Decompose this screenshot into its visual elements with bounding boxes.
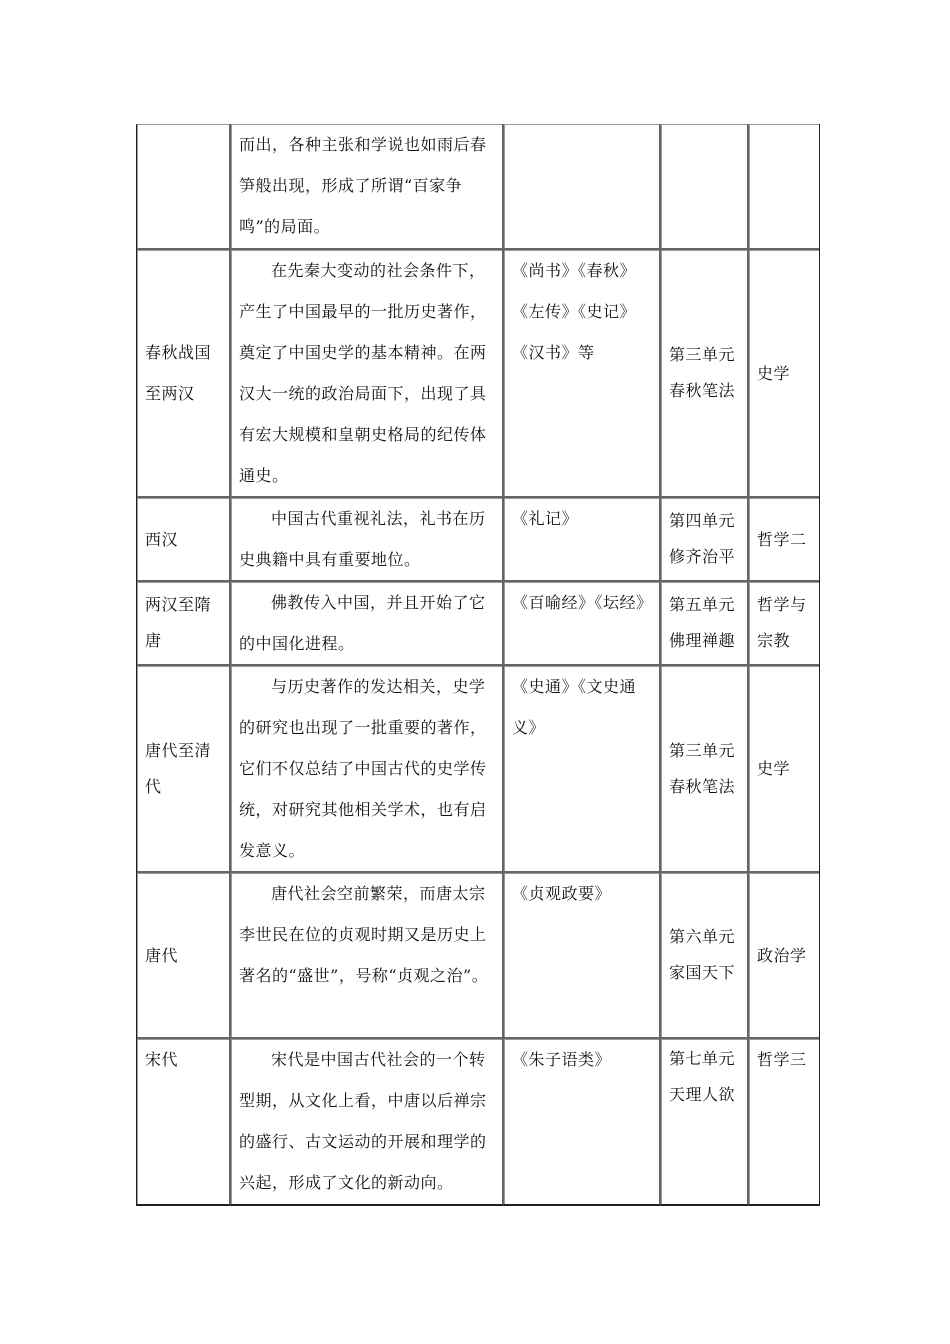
table-row bbox=[137, 124, 819, 250]
discipline-cell: 哲学三 bbox=[749, 1039, 819, 1205]
books-cell: 《朱子语类》 bbox=[504, 1039, 661, 1205]
table-row bbox=[137, 666, 819, 873]
period-cell: 唐代 bbox=[137, 873, 231, 1039]
period-cell: 西汉 bbox=[137, 498, 231, 582]
table-row bbox=[137, 582, 819, 666]
period-cell: 春秋战国至两汉 bbox=[137, 250, 231, 498]
table-row bbox=[137, 250, 819, 498]
culture-table bbox=[136, 124, 820, 1206]
books-cell bbox=[504, 124, 661, 250]
description-cell: 与历史著作的发达相关，史学的研究也出现了一批重要的著作，它们不仅总结了中国古代的史学传统，对研究其他相关学术，也有启发意义。 bbox=[231, 666, 504, 873]
books-cell: 《百喻经》《坛经》 bbox=[504, 582, 661, 666]
books-cell: 《尚书》《春秋》《左传》《史记》《汉书》等 bbox=[504, 250, 661, 498]
description-cell: 中国古代重视礼法，礼书在历史典籍中具有重要地位。 bbox=[231, 498, 504, 582]
discipline-cell: 政治学 bbox=[749, 873, 819, 1039]
description-cell: 在先秦大变动的社会条件下，产生了中国最早的一批历史著作，奠定了中国史学的基本精神。在两汉大一统的政治局面下，出现了具有宏大规模和皇朝史格局的纪传体通史。 bbox=[231, 250, 504, 498]
books-cell: 《礼记》 bbox=[504, 498, 661, 582]
period-cell: 宋代 bbox=[137, 1039, 231, 1205]
books-cell: 《史通》《文史通义》 bbox=[504, 666, 661, 873]
unit-cell: 第六单元 家国天下 bbox=[661, 873, 749, 1039]
unit-cell: 第四单元 修齐治平 bbox=[661, 498, 749, 582]
discipline-cell: 哲学二 bbox=[749, 498, 819, 582]
discipline-cell bbox=[749, 124, 819, 250]
period-cell: 唐代至清代 bbox=[137, 666, 231, 873]
description-cell: 而出，各种主张和学说也如雨后春笋般出现，形成了所谓“百家争鸣”的局面。 bbox=[231, 124, 504, 250]
description-cell: 唐代社会空前繁荣，而唐太宗李世民在位的贞观时期又是历史上著名的“盛世”，号称“贞观之治”。 bbox=[231, 873, 504, 1039]
table-row bbox=[137, 498, 819, 582]
unit-cell: 第五单元 佛理禅趣 bbox=[661, 582, 749, 666]
description-cell: 宋代是中国古代社会的一个转型期，从文化上看，中唐以后禅宗的盛行、古文运动的开展和理学的兴起，形成了文化的新动向。 bbox=[231, 1039, 504, 1205]
discipline-cell: 史学 bbox=[749, 666, 819, 873]
table-row bbox=[137, 873, 819, 1039]
discipline-cell: 哲学与宗教 bbox=[749, 582, 819, 666]
unit-cell bbox=[661, 124, 749, 250]
unit-cell: 第三单元 春秋笔法 bbox=[661, 250, 749, 498]
books-cell: 《贞观政要》 bbox=[504, 873, 661, 1039]
table-row bbox=[137, 1039, 819, 1205]
discipline-cell: 史学 bbox=[749, 250, 819, 498]
period-cell bbox=[137, 124, 231, 250]
description-cell: 佛教传入中国，并且开始了它的中国化进程。 bbox=[231, 582, 504, 666]
unit-cell: 第三单元 春秋笔法 bbox=[661, 666, 749, 873]
period-cell: 两汉至隋唐 bbox=[137, 582, 231, 666]
unit-cell: 第七单元 天理人欲 bbox=[661, 1039, 749, 1205]
